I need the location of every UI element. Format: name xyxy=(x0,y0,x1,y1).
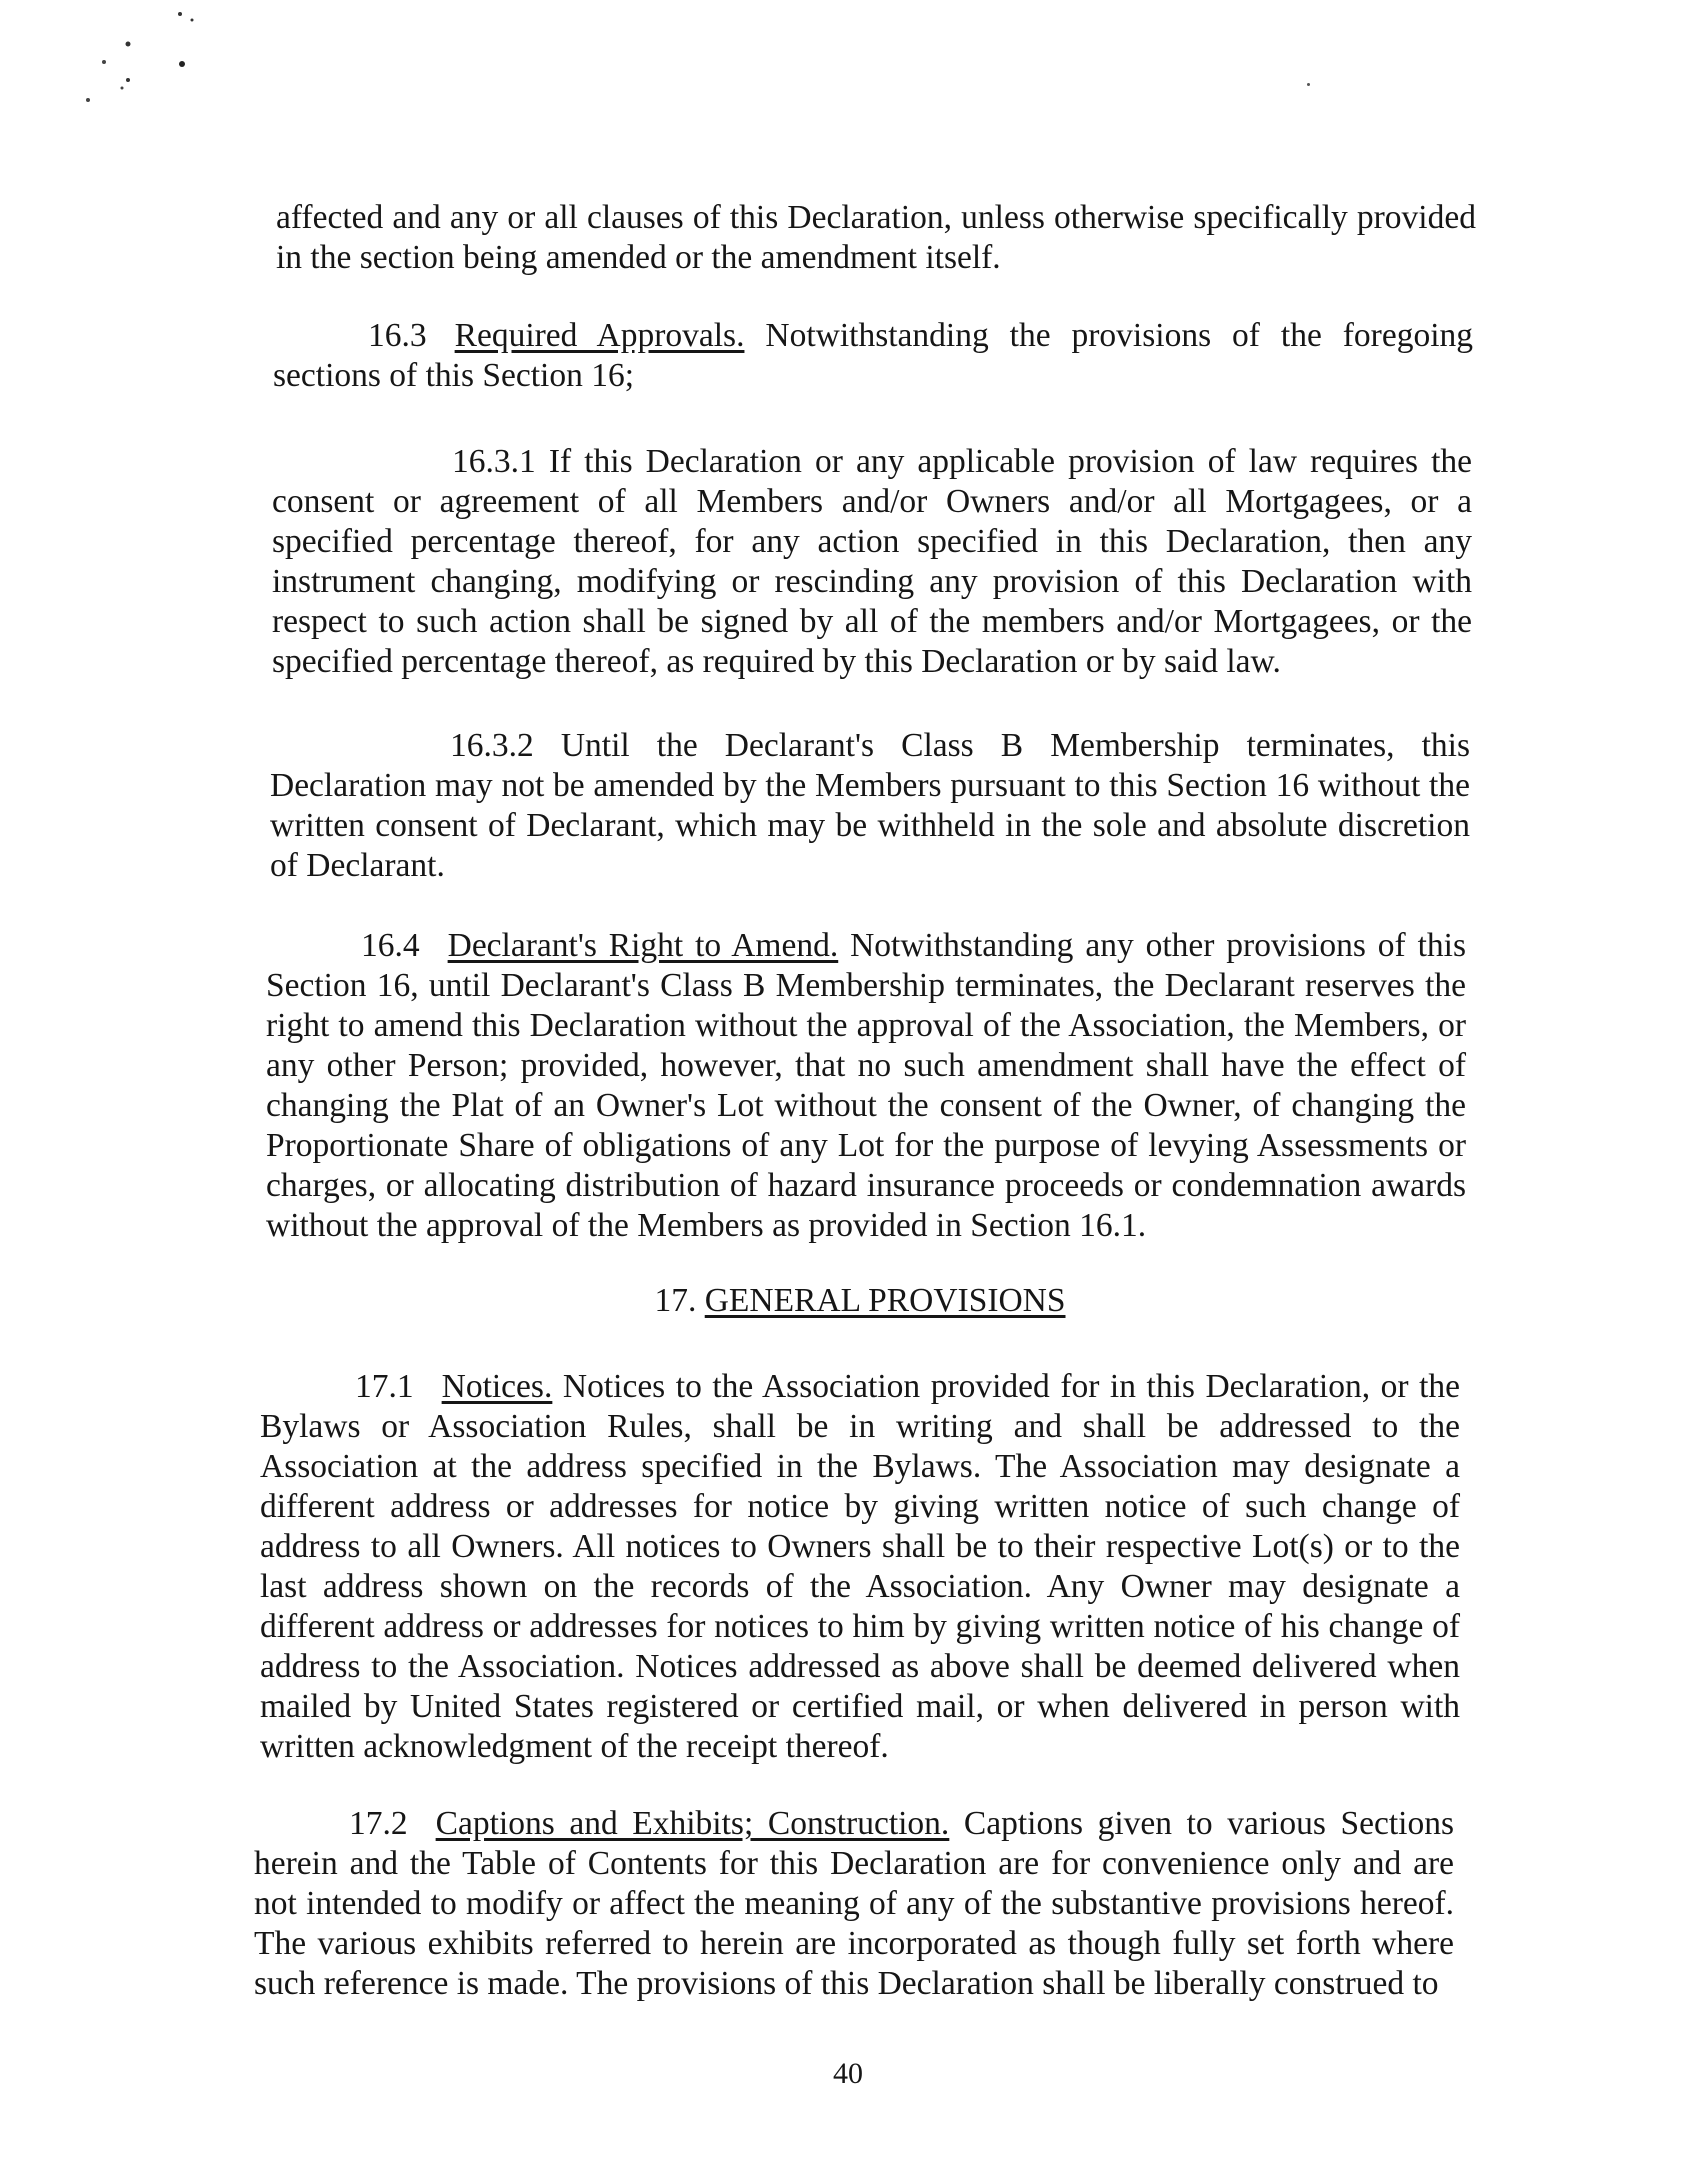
section-17-1 xyxy=(260,1367,1460,1767)
section-17-heading xyxy=(260,1281,1460,1321)
section-text: Until the Declarant's Class B Membership terminates, this Declaration may not be amended by the Members pursuant to this Section 16 without the written consent of Declarant, which may be withheld in the sole and absolute discretion of Declarant. xyxy=(270,727,1470,884)
page-number: 40 xyxy=(833,2057,863,2090)
section-number: 16.3.2 xyxy=(450,727,534,764)
section-text: Notwithstanding any other provisions of this Section 16, until Declarant's Class B Membership terminates, the Declarant reserves the right to amend this Declaration without the approval of the Association, the Members, or any other Person; provided, however, that no such amendment shall have the effect of changing the Plat of an Owner's Lot without the consent of the Owner, of changing the Proportionate Share of obligations of any Lot for the purpose of levying Assessments or charges, or allocating distribution of hazard insurance proceeds or condemnation awards without the approval of the Members as provided in Section 16.1. xyxy=(266,927,1466,1244)
section-title: Declarant's Right to Amend. xyxy=(447,927,839,964)
section-17-2 xyxy=(254,1804,1454,2004)
continuation-paragraph: affected and any or all clauses of this Declaration, unless otherwise specifically provided in the section being amended or the amendment itself. xyxy=(276,199,1476,276)
section-title: Notices. xyxy=(441,1368,553,1405)
section-number: 16.4 xyxy=(361,927,420,964)
section-number: 16.3.1 xyxy=(452,443,536,480)
section-text: If this Declaration or any applicable provision of law requires the consent or agreement of all Members and/or Owners and/or all Mortgagees, or a specified percentage thereof, for any action specified in this Declaration, then any instrument changing, modifying or rescinding any provision of this Declaration with respect to such action shall be signed by all of the members and/or Mortgagees, or the specified percentage thereof, as required by this Declaration or by said law. xyxy=(272,443,1473,680)
section-text: Notices to the Association provided for in this Declaration, or the Bylaws or Association Rules, shall be in writing and shall be addressed to the Association at the address specified in the Bylaws. The Association may designate a different address or addresses for notice by giving written notice of such change of address to all Owners. All notices to Owners shall be to their respective Lot(s) or to the last address shown on the records of the Association. Any Owner may designate a different address or addresses for notices to him by giving written notice of his change of address to the Association. Notices addressed as above shall be deemed delivered when mailed by United States registered or certified mail, or when delivered in person with written acknowledgment of the receipt thereof. xyxy=(260,1368,1461,1765)
section-text: Notwithstanding the provisions of the foregoing sections of this Section 16; xyxy=(273,317,1473,394)
section-text: Captions given to various Sections herein and the Table of Contents for this Declaration are for convenience only and are not intended to modify or affect the meaning of any of the substantive provisions hereof. The various exhibits referred to herein are incorporated as though fully set forth where such reference is made. The provisions of this Declaration shall be liberally construed to xyxy=(254,1805,1454,2002)
section-title: Required Approvals. xyxy=(454,317,745,354)
scan-speck-right xyxy=(1307,83,1310,86)
section-16-3-1 xyxy=(272,442,1472,682)
heading-title: GENERAL PROVISIONS xyxy=(704,1282,1066,1319)
section-number: 16.3 xyxy=(368,317,427,354)
scan-specks xyxy=(70,0,210,120)
section-16-3-2 xyxy=(270,726,1470,886)
section-number: 17.2 xyxy=(349,1805,408,1842)
section-16-3 xyxy=(273,316,1473,396)
section-16-4 xyxy=(266,926,1466,1246)
heading-number: 17. xyxy=(654,1282,697,1319)
section-number: 17.1 xyxy=(355,1368,414,1405)
section-title: Captions and Exhibits; Construction. xyxy=(435,1805,950,1842)
